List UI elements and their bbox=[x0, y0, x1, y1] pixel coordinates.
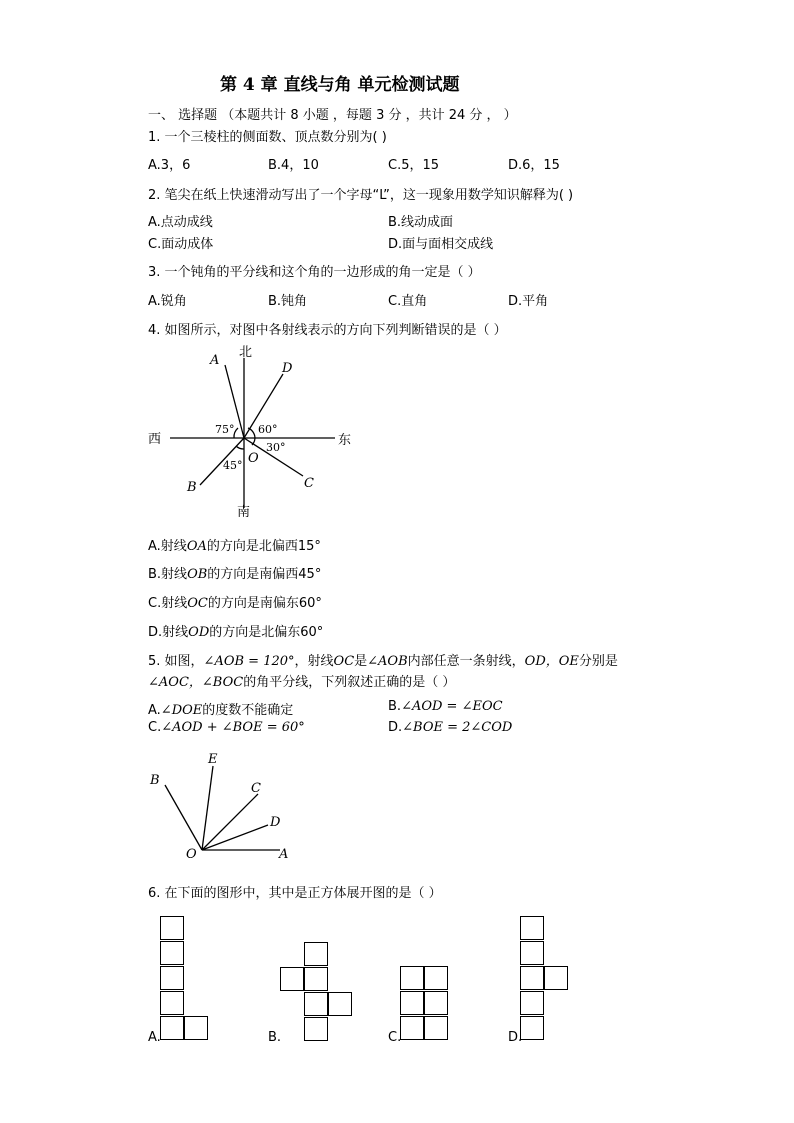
question-5-stem-line-1 bbox=[148, 650, 618, 669]
question-4-stem: 4. 如图所示，对图中各射线表示的方向下列判断错误的是（ ） bbox=[148, 323, 507, 338]
ray-name: OA bbox=[186, 539, 207, 554]
option-prefix: C.射线 bbox=[148, 596, 188, 611]
question-3-stem: 3. 一个钝角的平分线和这个角的一边形成的角一定是（ ） bbox=[148, 265, 481, 280]
question-1-option-a[interactable]: A.3，6 bbox=[148, 158, 191, 173]
ray-od bbox=[202, 825, 268, 850]
angle-arc-45 bbox=[236, 446, 244, 449]
cube-net-b[interactable] bbox=[280, 942, 355, 1042]
label-east: 东 bbox=[338, 433, 352, 448]
ray-oc bbox=[202, 794, 258, 850]
ray-oe bbox=[202, 766, 213, 850]
label-north: 北 bbox=[239, 345, 253, 360]
question-3-option-a[interactable]: A.锐角 bbox=[148, 294, 187, 309]
option-text: 的度数不能确定 bbox=[202, 703, 294, 718]
label-b: B bbox=[150, 773, 160, 788]
math-expression: ∠AOC，∠BOC bbox=[148, 675, 244, 690]
question-6-option-b[interactable]: B. bbox=[268, 1030, 282, 1045]
label-o: O bbox=[186, 847, 197, 862]
question-2-option-c[interactable]: C.面动成体 bbox=[148, 237, 214, 252]
option-prefix: D.射线 bbox=[148, 625, 189, 640]
option-text: 的方向是南偏西45° bbox=[207, 567, 322, 582]
ray-name: OB bbox=[187, 567, 208, 582]
stem-text: 内部任意一条射线， bbox=[407, 654, 525, 669]
label-west: 西 bbox=[148, 432, 162, 447]
math-expression: ∠BOE = 2∠COD bbox=[402, 720, 513, 735]
question-5-option-b[interactable] bbox=[388, 699, 503, 714]
label-b: B bbox=[187, 480, 197, 495]
label-south: 南 bbox=[237, 505, 251, 520]
page-title: 第 4 章 直线与角 单元检测试题 bbox=[220, 75, 460, 95]
label-o: O bbox=[248, 451, 259, 466]
stem-text: 5. 如图， bbox=[148, 654, 204, 669]
question-4-option-a[interactable] bbox=[148, 535, 321, 554]
ray-name: OC bbox=[187, 596, 208, 611]
math-expression: OC bbox=[333, 654, 355, 669]
angle-rays-figure bbox=[140, 748, 310, 866]
stem-text: 分别是 bbox=[578, 654, 618, 669]
option-prefix: A.射线 bbox=[148, 539, 187, 554]
stem-text: 的角平分线，下列叙述正确的是（ ） bbox=[243, 675, 456, 690]
math-expression: OD，OE bbox=[524, 654, 579, 669]
question-5-stem-line-2 bbox=[148, 671, 455, 690]
math-expression: ∠AOB = 120° bbox=[203, 654, 295, 669]
angle-label-45: 45° bbox=[223, 459, 243, 472]
label-c: C bbox=[304, 476, 314, 491]
question-3-option-d[interactable]: D.平角 bbox=[508, 294, 549, 309]
question-4-option-d[interactable] bbox=[148, 621, 323, 640]
ray-ob bbox=[165, 785, 202, 850]
stem-text: ，射线 bbox=[294, 654, 334, 669]
compass-direction-figure bbox=[140, 338, 370, 523]
option-text: 的方向是南偏东60° bbox=[207, 596, 322, 611]
label-e: E bbox=[208, 752, 218, 767]
option-prefix: D. bbox=[388, 720, 403, 735]
label-d: D bbox=[282, 361, 293, 376]
label-a: A bbox=[210, 353, 220, 368]
question-1-option-b[interactable]: B.4，10 bbox=[268, 158, 319, 173]
question-6-stem: 6. 在下面的图形中，其中是正方体展开图的是（ ） bbox=[148, 886, 442, 901]
option-prefix: B. bbox=[388, 699, 402, 714]
label-a: A bbox=[279, 847, 289, 862]
question-6-option-c[interactable]: C. bbox=[388, 1030, 402, 1045]
option-text: 的方向是北偏东60° bbox=[209, 625, 324, 640]
stem-text: 是 bbox=[354, 654, 368, 669]
label-c: C bbox=[251, 781, 261, 796]
math-expression: ∠AOD + ∠BOE = 60° bbox=[161, 720, 305, 735]
question-2-option-a[interactable]: A.点动成线 bbox=[148, 215, 213, 230]
question-6-option-a[interactable]: A. bbox=[148, 1030, 161, 1045]
label-d: D bbox=[270, 815, 281, 830]
cube-net-c[interactable] bbox=[400, 966, 450, 1042]
question-5-option-d[interactable] bbox=[388, 720, 512, 735]
angle-label-75: 75° bbox=[215, 423, 235, 436]
angle-arc-30 bbox=[252, 438, 255, 445]
question-1-option-c[interactable]: C.5，15 bbox=[388, 158, 440, 173]
question-5-option-c[interactable] bbox=[148, 720, 305, 735]
question-2-option-d[interactable]: D.面与面相交成线 bbox=[388, 237, 494, 252]
angle-arc-75 bbox=[234, 428, 238, 438]
question-2-option-b[interactable]: B.线动成面 bbox=[388, 215, 454, 230]
question-1-stem: 1. 一个三棱柱的侧面数、顶点数分别为( ) bbox=[148, 130, 387, 145]
question-3-option-c[interactable]: C.直角 bbox=[388, 294, 428, 309]
question-4-option-c[interactable] bbox=[148, 592, 322, 611]
section-header: 一、 选择题 （本题共计 8 小题 ，每题 3 分 ，共计 24 分 ， ） bbox=[148, 108, 517, 123]
question-5-option-a[interactable] bbox=[148, 699, 293, 718]
option-prefix: B.射线 bbox=[148, 567, 188, 582]
cube-net-d[interactable] bbox=[520, 916, 570, 1042]
math-expression: ∠DOE bbox=[160, 703, 203, 718]
math-expression: ∠AOB bbox=[367, 654, 408, 669]
cube-net-a[interactable] bbox=[160, 916, 210, 1042]
question-4-option-b[interactable] bbox=[148, 563, 321, 582]
question-2-stem: 2. 笔尖在纸上快速滑动写出了一个字母“L”，这一现象用数学知识解释为( ) bbox=[148, 188, 574, 203]
angle-label-60: 60° bbox=[258, 423, 278, 436]
option-prefix: C. bbox=[148, 720, 162, 735]
option-prefix: A. bbox=[148, 703, 161, 718]
ray-name: OD bbox=[188, 625, 210, 640]
question-1-option-d[interactable]: D.6，15 bbox=[508, 158, 560, 173]
question-3-option-b[interactable]: B.钝角 bbox=[268, 294, 308, 309]
math-expression: ∠AOD = ∠EOC bbox=[401, 699, 503, 714]
angle-label-30: 30° bbox=[266, 441, 286, 454]
option-text: 的方向是北偏西15° bbox=[206, 539, 321, 554]
question-6-option-d[interactable]: D. bbox=[508, 1030, 523, 1045]
